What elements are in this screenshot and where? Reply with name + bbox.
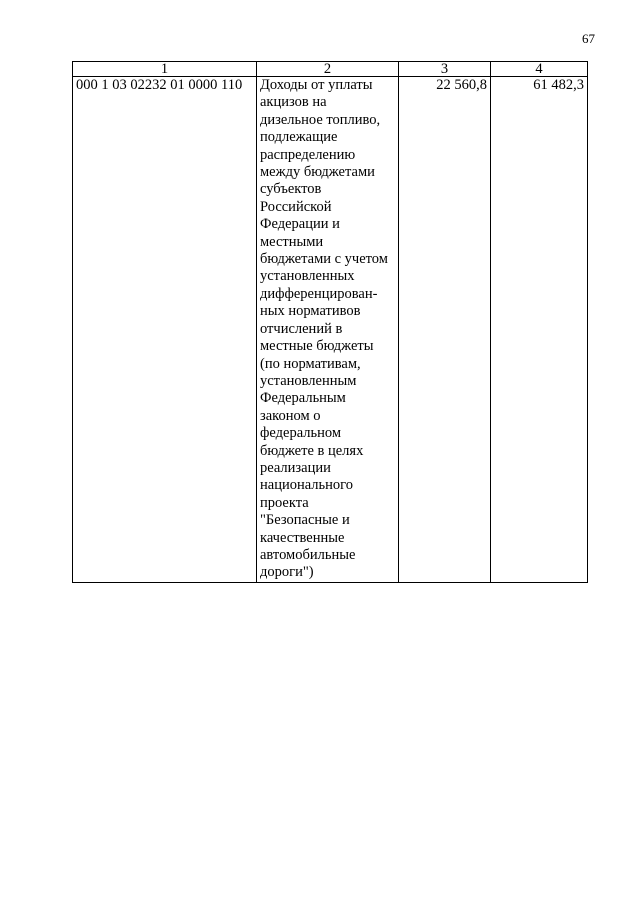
amount-column-3: 22 560,8 (399, 77, 491, 583)
revenue-name-line: Федеральным (260, 390, 346, 407)
revenue-name-line: реализации (260, 459, 331, 476)
revenue-name-line: субъектов (260, 181, 322, 198)
revenue-name-line: Федерации и (260, 216, 340, 233)
revenue-name-line: проекта (260, 494, 309, 511)
revenue-name-line: "Безопасные и (260, 512, 350, 529)
column-header-4: 4 (491, 62, 588, 77)
page-number: 67 (582, 31, 595, 46)
revenue-name-line: бюджете в целях (260, 442, 364, 459)
revenue-name-cell (257, 77, 399, 583)
revenue-name-line: подлежащие (260, 129, 338, 146)
revenue-name-line: местные бюджеты (260, 338, 374, 355)
revenue-name-line: установленным (260, 372, 357, 389)
revenue-name-line: Доходы от уплаты (260, 77, 373, 93)
column-header-2: 2 (257, 62, 399, 77)
revenue-name-line: (по нормативам, (260, 355, 361, 372)
revenue-name-line: бюджетами с учетом (260, 251, 388, 268)
revenue-name-line: законом о (260, 407, 321, 424)
budget-classification-code: 000 1 03 02232 01 0000 110 (73, 77, 257, 583)
column-header-1: 1 (73, 62, 257, 77)
revenue-name-line: Российской (260, 198, 332, 215)
revenue-name-line: между бюджетами (260, 164, 375, 181)
revenue-name-line: федеральном (260, 425, 342, 442)
revenue-name-line: дизельное топливо, (260, 111, 381, 128)
budget-table (72, 61, 588, 583)
revenue-name-line: местными (260, 233, 324, 250)
revenue-name-line: качественные (260, 529, 345, 546)
amount-column-4: 61 482,3 (491, 77, 588, 583)
column-header-3: 3 (399, 62, 491, 77)
table-row (73, 77, 588, 583)
revenue-name-line: автомобильные (260, 546, 356, 563)
revenue-name-line: установленных (260, 268, 355, 285)
revenue-name-line: ных нормативов (260, 303, 361, 320)
revenue-name-line: отчислений в (260, 320, 343, 337)
revenue-name-line: распределению (260, 146, 356, 163)
revenue-name-line: акцизов на (260, 94, 327, 111)
table-header-row (73, 62, 588, 77)
revenue-name-line: дороги") (260, 564, 314, 581)
revenue-name-line: национального (260, 477, 353, 494)
revenue-name-line: дифференцирован- (260, 285, 378, 302)
